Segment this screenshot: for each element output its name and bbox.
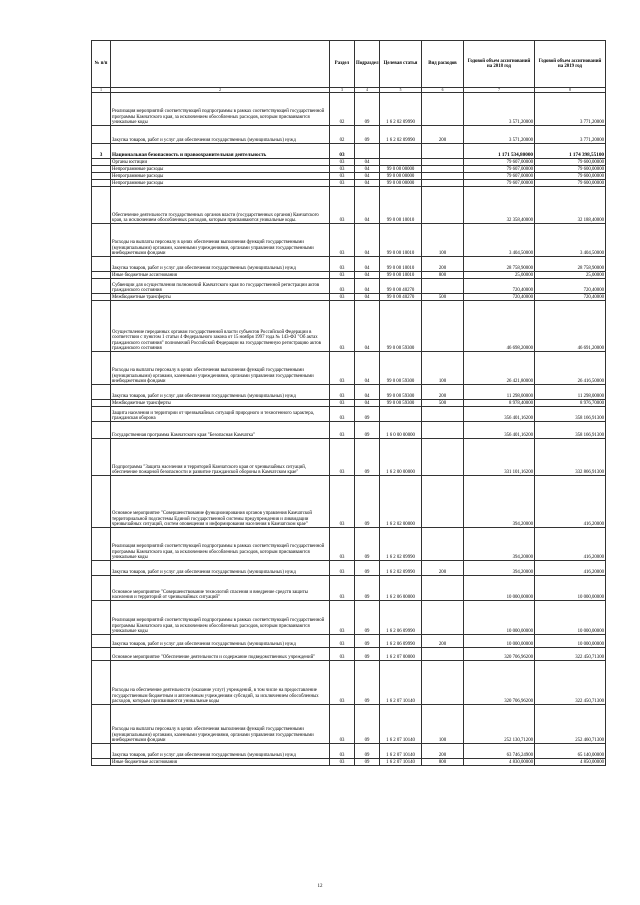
row-razdel: 03 (330, 180, 355, 187)
table-row (92, 126, 606, 144)
table-row (92, 272, 606, 279)
table-row (92, 144, 606, 159)
row-podrazdel: 09 (355, 93, 380, 126)
row-target-article: 99 0 00 40270 (380, 294, 422, 301)
row-razdel: 03 (330, 601, 355, 635)
row-volume-2019: 28 758,90000 (535, 257, 606, 272)
row-volume-2018: 10 000,00000 (464, 576, 535, 601)
row-podrazdel: 04 (355, 180, 380, 187)
table-row (92, 257, 606, 272)
row-volume-2018: 394,20000 (464, 528, 535, 561)
row-volume-2018: 720,40000 (464, 294, 535, 301)
row-target-article: 1 6 2 02 09990 (380, 561, 422, 576)
row-name: Основное мероприятие "Совершенствование технологий спасения и внедрение средств защиты населения и территорий от чрезвычайных ситуаций" (111, 576, 330, 601)
row-expense-type (422, 159, 464, 166)
row-razdel: 03 (330, 272, 355, 279)
row-expense-type (422, 279, 464, 294)
row-target-article: 99 0 00 10010 (380, 224, 422, 257)
row-target-article: 1 6 2 07 10140 (380, 744, 422, 759)
row-target-article: 99 0 00 59300 (380, 400, 422, 407)
row-volume-2019: 25,00000 (535, 272, 606, 279)
row-target-article: 1 6 2 00 00000 (380, 439, 422, 476)
row-volume-2019: 32 188,40000 (535, 187, 606, 224)
table-row (92, 648, 606, 661)
table-row (92, 407, 606, 422)
row-podrazdel: 09 (355, 661, 380, 705)
row-name: Реализация мероприятий соответствующей подпрограммы в рамках соответствующей государственной программы Камчатского края, за исключением обособленных расходов, которым присваиваются уникальные коды (111, 601, 330, 635)
table-row (92, 159, 606, 166)
row-podrazdel: 09 (355, 439, 380, 476)
header-volume-2019: Годовой объем ассигнований на 2019 год (535, 41, 606, 88)
table-row (92, 301, 606, 352)
row-volume-2018: 63 746,24900 (464, 744, 535, 759)
header-name (111, 41, 330, 88)
row-number: 3 (92, 144, 111, 159)
row-expense-type: 100 (422, 352, 464, 385)
row-number (92, 385, 111, 400)
row-expense-type (422, 601, 464, 635)
row-name: Закупка товаров, работ и услуг для обеспечения государственных (муниципальных) нужд (111, 744, 330, 759)
row-razdel: 03 (330, 352, 355, 385)
row-expense-type: 200 (422, 635, 464, 648)
table-row (92, 352, 606, 385)
row-number (92, 400, 111, 407)
row-target-article: 1 6 2 06 09990 (380, 601, 422, 635)
row-number (92, 439, 111, 476)
row-razdel: 03 (330, 224, 355, 257)
row-volume-2019: 1 174 398,55100 (535, 144, 606, 159)
row-volume-2018: 25,00000 (464, 272, 535, 279)
row-volume-2018: 394,20000 (464, 476, 535, 528)
row-number (92, 224, 111, 257)
table-row (92, 576, 606, 601)
colnum: 6 (422, 88, 464, 93)
row-number (92, 601, 111, 635)
header-podrazdel: Подраздел (355, 41, 380, 88)
row-volume-2018: 3 404,50000 (464, 224, 535, 257)
row-expense-type (422, 187, 464, 224)
row-volume-2019: 416,20000 (535, 528, 606, 561)
row-target-article: 1 6 2 07 00000 (380, 648, 422, 661)
table-row (92, 601, 606, 635)
row-razdel: 03 (330, 661, 355, 705)
row-volume-2019: 10 000,00000 (535, 576, 606, 601)
row-name: Непрограммные расходы (111, 180, 330, 187)
row-number (92, 576, 111, 601)
row-expense-type (422, 528, 464, 561)
row-number (92, 180, 111, 187)
row-target-article: 1 6 2 02 09990 (380, 93, 422, 126)
row-razdel: 03 (330, 648, 355, 661)
row-name: Непрограммные расходы (111, 166, 330, 173)
table-row (92, 759, 606, 766)
row-volume-2019: 79 600,00000 (535, 173, 606, 180)
row-number (92, 93, 111, 126)
table-row (92, 705, 606, 744)
row-name: Защита населения и территории от чрезвычайных ситуаций природного и техногенного характера, гражданская оборона (111, 407, 330, 422)
table-row (92, 661, 606, 705)
row-razdel: 03 (330, 705, 355, 744)
row-volume-2019: 3 404,50000 (535, 224, 606, 257)
row-number (92, 744, 111, 759)
row-name: Расходы на выплаты персоналу в целях обеспечения выполнения функций государственными (муниципальными) органами, казенными учреждениями, органами управления государственными внебюджетными фондами (111, 224, 330, 257)
colnum: 2 (111, 88, 330, 93)
row-target-article: 1 6 0 00 00000 (380, 422, 422, 439)
row-volume-2019: 416,20000 (535, 476, 606, 528)
row-podrazdel: 09 (355, 744, 380, 759)
table-row (92, 173, 606, 180)
row-volume-2019: 10 000,00000 (535, 635, 606, 648)
row-volume-2018: 10 000,00000 (464, 635, 535, 648)
row-expense-type: 200 (422, 126, 464, 144)
row-volume-2018: 331 101,16200 (464, 439, 535, 476)
row-name: Расходы на выплаты персоналу в целях обеспечения выполнения функций государственными (муниципальными) органами, казенными учреждениями, органами управления государственными внебюджетными фондами (111, 705, 330, 744)
row-podrazdel: 04 (355, 257, 380, 272)
row-razdel: 03 (330, 294, 355, 301)
row-number (92, 159, 111, 166)
row-name: Непрограммные расходы (111, 173, 330, 180)
row-expense-type: 100 (422, 705, 464, 744)
row-volume-2019: 3 771,20000 (535, 93, 606, 126)
row-volume-2018: 79 607,00000 (464, 166, 535, 173)
page-number: 12 (317, 884, 323, 889)
row-expense-type (422, 476, 464, 528)
row-name: Расходы на выплаты персоналу в целях обеспечения выполнения функций государственными (муниципальными) органами, казенными учреждениями, органами управления государственными внебюджетными фондами (111, 352, 330, 385)
row-number (92, 352, 111, 385)
row-name: Основное мероприятие "Обеспечение деятельности и содержание подведомственных учреждений" (111, 648, 330, 661)
row-volume-2018: 720,40000 (464, 279, 535, 294)
row-expense-type (422, 407, 464, 422)
header-expense-type: Вид расходов (422, 41, 464, 88)
row-volume-2019: 332 866,91300 (535, 439, 606, 476)
row-volume-2019: 10 000,00000 (535, 601, 606, 635)
row-expense-type (422, 422, 464, 439)
row-volume-2018: 320 706,96200 (464, 661, 535, 705)
row-name: Закупка товаров, работ и услуг для обеспечения государственных (муниципальных) нужд (111, 257, 330, 272)
row-target-article: 99 0 00 59300 (380, 385, 422, 400)
row-number (92, 561, 111, 576)
row-target-article (380, 159, 422, 166)
row-volume-2018: 11 298,00000 (464, 385, 535, 400)
row-target-article: 99 0 00 10010 (380, 257, 422, 272)
row-expense-type (422, 648, 464, 661)
row-number (92, 301, 111, 352)
row-name: Закупка товаров, работ и услуг для обеспечения государственных (муниципальных) нужд (111, 635, 330, 648)
row-razdel: 03 (330, 576, 355, 601)
row-razdel: 03 (330, 279, 355, 294)
row-name: Закупка товаров, работ и услуг для обеспечения государственных (муниципальных) нужд (111, 561, 330, 576)
row-volume-2019: 322 450,71300 (535, 661, 606, 705)
row-razdel: 03 (330, 561, 355, 576)
row-number (92, 661, 111, 705)
row-razdel: 03 (330, 257, 355, 272)
row-target-article: 1 6 2 07 10140 (380, 705, 422, 744)
row-volume-2018: 3 571,20000 (464, 126, 535, 144)
row-razdel: 03 (330, 635, 355, 648)
row-volume-2019: 252 460,71300 (535, 705, 606, 744)
row-name: Государственная программа Камчатского края "Безопасная Камчатка" (111, 422, 330, 439)
row-razdel: 03 (330, 400, 355, 407)
row-target-article: 99 0 00 00000 (380, 180, 422, 187)
row-podrazdel: 09 (355, 126, 380, 144)
row-volume-2019: 11 298,00000 (535, 385, 606, 400)
row-target-article: 1 6 2 07 10140 (380, 759, 422, 766)
row-target-article: 1 6 2 06 09990 (380, 635, 422, 648)
table-row (92, 476, 606, 528)
row-podrazdel: 04 (355, 159, 380, 166)
row-volume-2018: 356 401,16200 (464, 407, 535, 422)
row-expense-type (422, 301, 464, 352)
table-row (92, 422, 606, 439)
row-volume-2019: 3 771,20000 (535, 126, 606, 144)
row-razdel: 03 (330, 144, 355, 159)
row-volume-2018: 10 000,00000 (464, 601, 535, 635)
row-number (92, 422, 111, 439)
row-volume-2019: 8 976,70000 (535, 400, 606, 407)
row-podrazdel: 04 (355, 400, 380, 407)
table-row (92, 180, 606, 187)
row-number (92, 187, 111, 224)
row-expense-type: 500 (422, 294, 464, 301)
row-volume-2019: 26 416,50000 (535, 352, 606, 385)
row-volume-2018: 320 706,96200 (464, 648, 535, 661)
row-target-article: 1 6 2 02 09990 (380, 528, 422, 561)
row-target-article: 1 6 2 07 10140 (380, 661, 422, 705)
row-podrazdel: 04 (355, 385, 380, 400)
row-podrazdel: 04 (355, 352, 380, 385)
row-number (92, 294, 111, 301)
row-expense-type (422, 576, 464, 601)
row-volume-2019: 358 166,91300 (535, 422, 606, 439)
row-volume-2019: 720,40000 (535, 279, 606, 294)
row-target-article: 1 6 2 02 09990 (380, 126, 422, 144)
row-podrazdel: 09 (355, 648, 380, 661)
row-target-article: 99 0 00 59300 (380, 301, 422, 352)
row-number (92, 166, 111, 173)
header-num: № п/п (92, 41, 111, 88)
table-row (92, 187, 606, 224)
row-razdel: 02 (330, 126, 355, 144)
row-target-article (380, 407, 422, 422)
row-expense-type (422, 173, 464, 180)
row-razdel: 03 (330, 528, 355, 561)
row-expense-type: 200 (422, 385, 464, 400)
row-volume-2019: 4 850,00000 (535, 759, 606, 766)
table-row (92, 294, 606, 301)
table-row (92, 224, 606, 257)
row-expense-type: 100 (422, 224, 464, 257)
row-razdel: 03 (330, 173, 355, 180)
row-number (92, 279, 111, 294)
row-number (92, 407, 111, 422)
row-volume-2018: 1 171 534,80000 (464, 144, 535, 159)
row-name: Обеспечение деятельности государственных органов власти (государственных органов) Камчатского края, за исключением обособленных расходов, которым присваиваются уникальные коды. (111, 187, 330, 224)
colnum: 4 (355, 88, 380, 93)
row-volume-2019: 322 450,71300 (535, 648, 606, 661)
row-number (92, 705, 111, 744)
row-expense-type: 200 (422, 257, 464, 272)
row-volume-2018: 4 830,00000 (464, 759, 535, 766)
row-expense-type: 800 (422, 272, 464, 279)
row-podrazdel: 09 (355, 705, 380, 744)
header-target-article: Целевая статья (380, 41, 422, 88)
table-row (92, 635, 606, 648)
row-podrazdel: 04 (355, 272, 380, 279)
row-expense-type (422, 93, 464, 126)
row-number (92, 648, 111, 661)
row-target-article: 1 6 2 02 00000 (380, 476, 422, 528)
row-volume-2019: 720,40000 (535, 294, 606, 301)
row-number (92, 257, 111, 272)
row-name: Национальная безопасность и правоохранительная деятельность (111, 144, 330, 159)
row-volume-2018: 3 571,20000 (464, 93, 535, 126)
row-volume-2019: 79 600,00000 (535, 159, 606, 166)
row-volume-2018: 79 607,00000 (464, 173, 535, 180)
row-name: Реализация мероприятий соответствующей подпрограммы в рамках соответствующей государственной программы Камчатского края, за исключением обособленных расходов, которым присваиваются уникальные коды (111, 528, 330, 561)
row-volume-2019: 65 140,00000 (535, 744, 606, 759)
table-row (92, 400, 606, 407)
row-expense-type (422, 166, 464, 173)
row-podrazdel: 09 (355, 528, 380, 561)
row-volume-2018: 356 401,16200 (464, 422, 535, 439)
row-expense-type: 200 (422, 561, 464, 576)
row-expense-type: 200 (422, 744, 464, 759)
row-razdel: 03 (330, 407, 355, 422)
colnum: 1 (92, 88, 111, 93)
row-target-article: 99 0 00 00000 (380, 166, 422, 173)
row-volume-2018: 26 421,80000 (464, 352, 535, 385)
colnum: 7 (464, 88, 535, 93)
row-razdel: 03 (330, 159, 355, 166)
row-razdel: 03 (330, 422, 355, 439)
row-target-article: 99 0 00 10010 (380, 187, 422, 224)
row-razdel: 03 (330, 759, 355, 766)
row-razdel: 03 (330, 301, 355, 352)
header-razdel: Раздел (330, 41, 355, 88)
row-target-article: 99 0 00 10010 (380, 272, 422, 279)
row-volume-2019: 416,20000 (535, 561, 606, 576)
budget-table (91, 40, 606, 766)
row-volume-2019: 79 600,00000 (535, 180, 606, 187)
row-volume-2018: 79 607,00000 (464, 159, 535, 166)
row-razdel: 03 (330, 187, 355, 224)
row-volume-2018: 79 607,00000 (464, 180, 535, 187)
table-body (92, 93, 606, 766)
table-row (92, 439, 606, 476)
row-razdel: 02 (330, 93, 355, 126)
row-podrazdel: 09 (355, 407, 380, 422)
row-volume-2018: 8 978,40000 (464, 400, 535, 407)
row-number (92, 759, 111, 766)
row-expense-type: 500 (422, 400, 464, 407)
row-volume-2019: 79 600,00000 (535, 166, 606, 173)
row-razdel: 03 (330, 166, 355, 173)
row-number (92, 476, 111, 528)
row-podrazdel: 04 (355, 294, 380, 301)
row-name: Субвенции для осуществления полномочий Камчатского края по государственной регистрации актов гражданского состояния (111, 279, 330, 294)
row-podrazdel: 04 (355, 224, 380, 257)
row-name: Осуществление переданных органам государственной власти субъектов Российской Федерации в соответствии с пунктом 1 статьи 4 Федерального закона от 15 ноября 1997 года № 143-ФЗ "Об актах гражданского состояния" полномочий Российской Федерации на государственную регистрацию актов гражданского состояния (111, 301, 330, 352)
row-number (92, 272, 111, 279)
row-target-article: 99 0 00 59300 (380, 352, 422, 385)
table-row (92, 166, 606, 173)
colnum: 3 (330, 88, 355, 93)
row-name: Межбюджетные трансферты (111, 400, 330, 407)
row-number (92, 173, 111, 180)
row-target-article: 99 0 00 40270 (380, 279, 422, 294)
row-name: Закупка товаров, работ и услуг для обеспечения государственных (муниципальных) нужд (111, 385, 330, 400)
row-podrazdel: 04 (355, 166, 380, 173)
row-podrazdel: 09 (355, 476, 380, 528)
row-podrazdel: 04 (355, 301, 380, 352)
row-razdel: 03 (330, 439, 355, 476)
row-volume-2019: 46 691,20000 (535, 301, 606, 352)
row-podrazdel: 04 (355, 187, 380, 224)
colnum: 8 (535, 88, 606, 93)
table-row (92, 561, 606, 576)
row-expense-type: 800 (422, 759, 464, 766)
row-podrazdel: 09 (355, 759, 380, 766)
row-number (92, 635, 111, 648)
row-target-article (380, 144, 422, 159)
table-header-row (92, 41, 606, 88)
row-podrazdel: 04 (355, 279, 380, 294)
row-expense-type (422, 661, 464, 705)
row-podrazdel: 04 (355, 173, 380, 180)
row-volume-2018: 394,20000 (464, 561, 535, 576)
row-volume-2018: 28 758,90000 (464, 257, 535, 272)
row-podrazdel: 09 (355, 422, 380, 439)
table-row (92, 528, 606, 561)
row-podrazdel: 09 (355, 561, 380, 576)
row-expense-type (422, 180, 464, 187)
row-podrazdel: 09 (355, 601, 380, 635)
row-name: Иные бюджетные ассигнования (111, 759, 330, 766)
row-name: Иные бюджетные ассигнования (111, 272, 330, 279)
row-name: Основное мероприятие "Совершенствование функционирования органов управления Камчатской территориальной подсистемы Единой государственной системы предупреждения и ликвидации чрезвычайных ситуаций, систем оповещения и информирования населения в Камчатском крае" (111, 476, 330, 528)
header-volume-2018: Годовой объем ассигнований на 2018 год (464, 41, 535, 88)
row-target-article: 1 6 2 06 00000 (380, 576, 422, 601)
row-razdel: 03 (330, 744, 355, 759)
row-name: Закупка товаров, работ и услуг для обеспечения государственных (муниципальных) нужд (111, 126, 330, 144)
row-volume-2019: 358 166,91300 (535, 407, 606, 422)
row-expense-type (422, 439, 464, 476)
row-volume-2018: 32 358,40000 (464, 187, 535, 224)
row-number (92, 528, 111, 561)
table-row (92, 385, 606, 400)
row-volume-2018: 252 130,71200 (464, 705, 535, 744)
row-number (92, 126, 111, 144)
table-row (92, 93, 606, 126)
table-row (92, 279, 606, 294)
row-name: Реализация мероприятий соответствующей подпрограммы в рамках соответствующей государственной программы Камчатского края, за исключением обособленных расходов, которым присваиваются уникальные коды (111, 93, 330, 126)
colnum: 5 (380, 88, 422, 93)
row-name: Межбюджетные трансферты (111, 294, 330, 301)
row-expense-type (422, 144, 464, 159)
row-name: Органы юстиции (111, 159, 330, 166)
row-podrazdel (355, 144, 380, 159)
row-name: Расходы на обеспечение деятельности (оказание услуг) учреждений, в том числе на предоставление государственным бюджетным и автономным учреждениям субсидий, за исключением обособленных расходов, которым присваиваются уникальные коды (111, 661, 330, 705)
row-podrazdel: 09 (355, 576, 380, 601)
row-razdel: 03 (330, 385, 355, 400)
row-volume-2018: 46 698,20000 (464, 301, 535, 352)
row-name: Подпрограмма "Защита населения и территорий Камчатского края от чрезвычайных ситуаций, обеспечение пожарной безопасности и развитие гражданской обороны в Камчатском крае" (111, 439, 330, 476)
row-podrazdel: 09 (355, 635, 380, 648)
table-row (92, 744, 606, 759)
row-target-article: 99 0 00 00000 (380, 173, 422, 180)
row-razdel: 03 (330, 476, 355, 528)
